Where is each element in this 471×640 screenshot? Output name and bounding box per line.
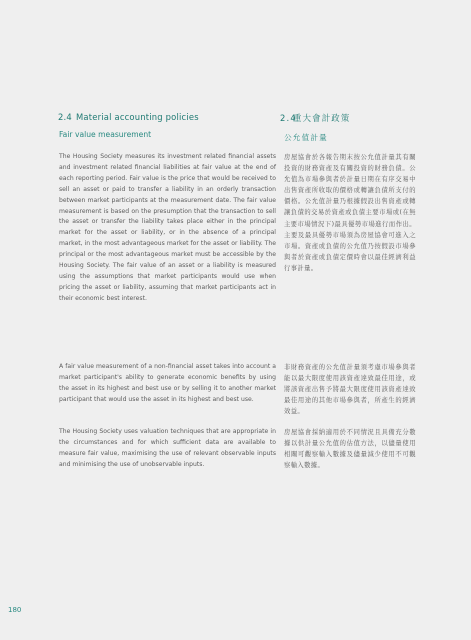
paragraph: 非財務資產的公允值計量須考慮市場參與者能以最大限度使用該資產達致最佳用途，或將該資產出售予將最大限度使用該資產達致最佳用途的其他市場參與者，所產生的經濟效益。: [284, 364, 416, 416]
section-heading-english: [58, 112, 276, 122]
paragraph: A fair value measurement of a non-financial asset takes into account a market participant's ability to generate economic benefits by using the asset in its highest and best use or by selling it to another market participant that would use the asset in its highest and best use.: [59, 363, 276, 403]
paragraph: 房屋協會採納適用於不同情況且具備充分數據以供計量公允值的估值方法，以儘量使用相關可觀察輸入數據及儘量減少使用不可觀察輸入數據。: [284, 429, 416, 470]
section-number: 2.4: [280, 113, 297, 123]
paragraph: The Housing Society measures its investment related financial assets and investment related financial liabilities at fair value at the end of each reporting period. Fair value is the price that would be received to sell an asset or paid to transfer a liability in an orderly transaction between market participants at the measurement date. The fair value measurement is based on the presumption that the transaction to sell the asset or transfer the liability takes place either in the principal market for the asset or liability, or in the absence of a principal market, in the most advantageous market for the asset or liability. The principal or the most advantageous market must be accessible by the Housing Society. The fair value of an asset or a liability is measured using the assumptions that market participants would use when pricing the asset or liability, assuming that market participants act in their economic best interest.: [59, 153, 276, 302]
paragraph: The Housing Society uses valuation techniques that are appropriate in the circumstances and for which sufficient data are available to measure fair value, maximising the use of relevant observable inputs and minimising the use of unobservable inputs.: [59, 428, 276, 468]
subheading: Fair value measurement: [59, 130, 152, 139]
english-column: [58, 112, 276, 468]
subheading: 公允值計量: [284, 133, 328, 142]
chinese-column: [280, 112, 416, 470]
section-title: 重大會計政策: [293, 113, 351, 123]
section-title: Material accounting policies: [76, 112, 199, 122]
section-number: 2.4: [58, 112, 72, 122]
page-number: 180: [8, 606, 22, 614]
paragraph: 房屋協會於各報告期末按公允值計量其有關投資的財務資產及有關投資的財務負債。公允值為市場參與者於計量日期在有序交易中出售資產所收取的價格或轉讓負債所支付的價格。公允值計量乃根據假設出售資產或轉讓負債的交易於資產或負債主要市場或(在無主要市場情況下)最具優勢市場進行而作出。主要及最具優勢市場須為房屋協會可進入之市場。資產或負債的公允值乃按假設市場參與者於資產或負債定價時會以最佳經濟利益行事計量。: [284, 154, 416, 272]
section-heading-chinese: [280, 112, 416, 124]
